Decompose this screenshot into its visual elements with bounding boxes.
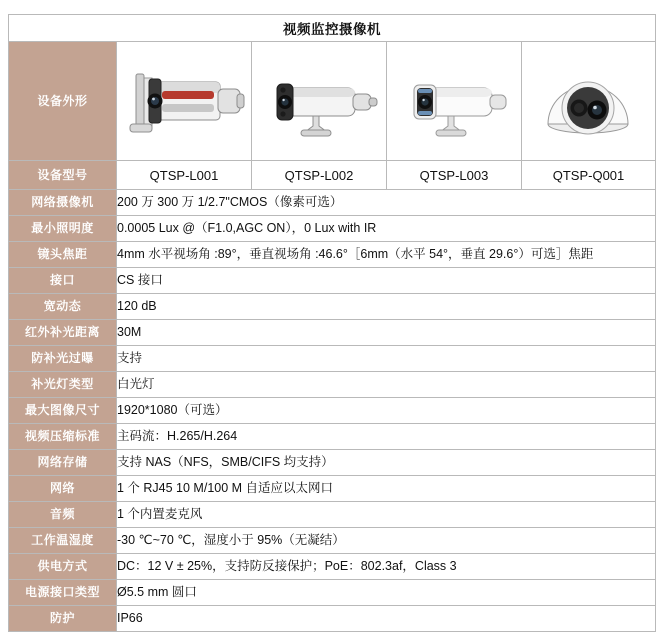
row-label: 接口 bbox=[9, 268, 117, 294]
row-label: 网络 bbox=[9, 476, 117, 502]
row-label: 防护 bbox=[9, 606, 117, 632]
row-value: 120 dB bbox=[117, 294, 656, 320]
table-row bbox=[9, 554, 656, 580]
row-value: IP66 bbox=[117, 606, 656, 632]
row-value: 1 个 RJ45 10 M/100 M 自适应以太网口 bbox=[117, 476, 656, 502]
page-title: 视频监控摄像机 bbox=[9, 15, 656, 42]
table-row bbox=[9, 398, 656, 424]
device-model-row bbox=[9, 161, 656, 190]
row-label: 红外补光距离 bbox=[9, 320, 117, 346]
device-image-cell-1 bbox=[117, 42, 252, 161]
table-row bbox=[9, 580, 656, 606]
row-label: 宽动态 bbox=[9, 294, 117, 320]
table-row bbox=[9, 216, 656, 242]
device-shape-row bbox=[9, 42, 656, 161]
row-label-model: 设备型号 bbox=[9, 161, 117, 190]
table-row bbox=[9, 346, 656, 372]
table-row bbox=[9, 190, 656, 216]
table-row bbox=[9, 372, 656, 398]
row-value: 支持 bbox=[117, 346, 656, 372]
row-value: 支持 NAS（NFS，SMB/CIFS 均支持） bbox=[117, 450, 656, 476]
table-title-row bbox=[9, 15, 656, 42]
row-value: -30 ℃~70 ℃，湿度小于 95%（无凝结） bbox=[117, 528, 656, 554]
table-row bbox=[9, 242, 656, 268]
row-label: 补光灯类型 bbox=[9, 372, 117, 398]
device-image-cell-2 bbox=[252, 42, 387, 161]
row-value: Ø5.5 mm 圆口 bbox=[117, 580, 656, 606]
bullet-camera-dark-lens-icon bbox=[252, 47, 386, 155]
row-label: 电源接口类型 bbox=[9, 580, 117, 606]
table-row bbox=[9, 502, 656, 528]
table-row bbox=[9, 320, 656, 346]
row-value: 1 个内置麦克风 bbox=[117, 502, 656, 528]
row-label: 防补光过曝 bbox=[9, 346, 117, 372]
row-value: CS 接口 bbox=[117, 268, 656, 294]
bullet-camera-with-bracket-icon bbox=[117, 47, 251, 155]
row-value: DC：12 V ± 25%，支持防反接保护；PoE：802.3af，Class 3 bbox=[117, 554, 656, 580]
model-value-4: QTSP-Q001 bbox=[522, 161, 656, 190]
model-value-2: QTSP-L002 bbox=[252, 161, 387, 190]
device-image-cell-3 bbox=[387, 42, 522, 161]
table-row bbox=[9, 476, 656, 502]
bullet-camera-white-icon bbox=[387, 47, 521, 155]
table-row bbox=[9, 294, 656, 320]
table-row bbox=[9, 450, 656, 476]
table-row bbox=[9, 606, 656, 632]
row-label: 镜头焦距 bbox=[9, 242, 117, 268]
row-label: 最大图像尺寸 bbox=[9, 398, 117, 424]
row-value: 200 万 300 万 1/2.7"CMOS（像素可选） bbox=[117, 190, 656, 216]
row-label: 网络摄像机 bbox=[9, 190, 117, 216]
row-value: 4mm 水平视场角 :89°，垂直视场角 :46.6°［6mm（水平 54°，垂直 29.6°）可选］焦距 bbox=[117, 242, 656, 268]
row-label: 供电方式 bbox=[9, 554, 117, 580]
row-label: 网络存储 bbox=[9, 450, 117, 476]
row-value: 白光灯 bbox=[117, 372, 656, 398]
dome-turret-camera-icon bbox=[522, 47, 655, 155]
specification-table bbox=[8, 14, 656, 632]
row-label: 工作温湿度 bbox=[9, 528, 117, 554]
table-row bbox=[9, 268, 656, 294]
row-label: 音频 bbox=[9, 502, 117, 528]
table-row bbox=[9, 528, 656, 554]
row-value: 主码流：H.265/H.264 bbox=[117, 424, 656, 450]
row-label-shape: 设备外形 bbox=[9, 42, 117, 161]
row-label: 视频压缩标准 bbox=[9, 424, 117, 450]
model-value-1: QTSP-L001 bbox=[117, 161, 252, 190]
row-value: 30M bbox=[117, 320, 656, 346]
table-row bbox=[9, 424, 656, 450]
row-label: 最小照明度 bbox=[9, 216, 117, 242]
model-value-3: QTSP-L003 bbox=[387, 161, 522, 190]
row-value: 0.0005 Lux @（F1.0,AGC ON），0 Lux with IR bbox=[117, 216, 656, 242]
row-value: 1920*1080（可选） bbox=[117, 398, 656, 424]
device-image-cell-4 bbox=[522, 42, 656, 161]
